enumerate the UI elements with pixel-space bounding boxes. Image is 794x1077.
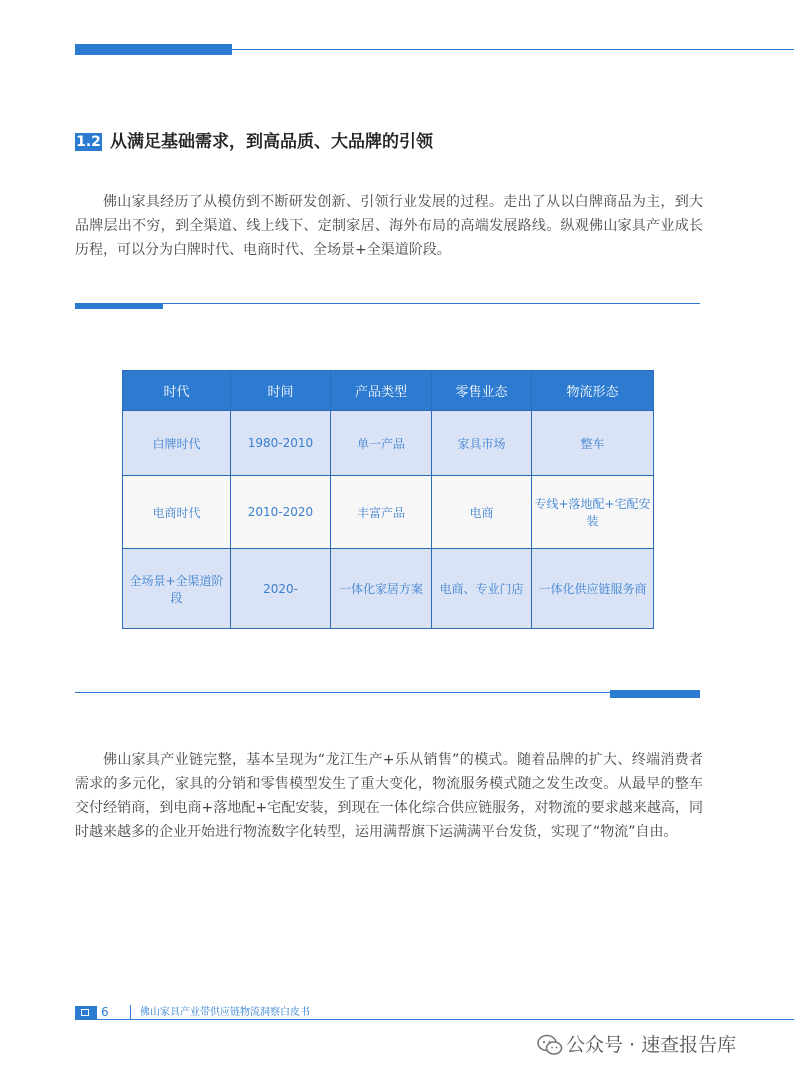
header-era: 时代 xyxy=(123,371,231,411)
table-bottom-rule-thin xyxy=(75,692,610,693)
table-bottom-rule-thick xyxy=(610,690,700,698)
header-time: 时间 xyxy=(231,371,331,411)
wechat-icon xyxy=(537,1034,563,1056)
table-cell: 电商、专业门店 xyxy=(432,549,532,629)
table-cell: 白牌时代 xyxy=(123,411,231,476)
table-cell: 全场景+全渠道阶段 xyxy=(123,549,231,629)
table-cell: 电商时代 xyxy=(123,476,231,549)
header-retail-format: 零售业态 xyxy=(432,371,532,411)
table-row xyxy=(123,549,654,629)
table-cell: 一体化供应链服务商 xyxy=(532,549,654,629)
table-cell: 整车 xyxy=(532,411,654,476)
header-rule-thin xyxy=(232,49,794,50)
table-cell: 丰富产品 xyxy=(331,476,432,549)
supply-chain-paragraph: 佛山家具产业链完整，基本呈现为“龙江生产+乐从销售”的模式。随着品牌的扩大、终端消费者需求的多元化，家具的分销和零售模型发生了重大变化，物流服务模式随之发生改变。从最早的整车交付经销商，到电商+落地配+宅配安装，到现在一体化综合供应链服务，对物流的要求越来越高，同时越来越多的企业开始进行物流数字化转型，运用满帮旗下运满满平台发货，实现了“物流”自由。 xyxy=(75,752,703,840)
table-cell: 1980-2010 xyxy=(231,411,331,476)
footer-divider xyxy=(130,1005,131,1020)
table-cell: 电商 xyxy=(432,476,532,549)
section-title: 从满足基础需求，到高品质、大品牌的引领 xyxy=(110,132,433,152)
table-cell: 一体化家居方案 xyxy=(331,549,432,629)
table-row xyxy=(123,411,654,476)
table-header-row xyxy=(123,371,654,411)
table-cell: 家具市场 xyxy=(432,411,532,476)
table-top-rule-thick xyxy=(75,303,163,309)
watermark-text: 公众号 · 速查报告库 xyxy=(566,1034,737,1056)
book-icon xyxy=(75,1006,97,1020)
table-cell: 单一产品 xyxy=(331,411,432,476)
era-table xyxy=(122,370,654,629)
footer-title: 佛山家具产业带供应链物流洞察白皮书 xyxy=(140,1007,310,1018)
table-cell: 2010-2020 xyxy=(231,476,331,549)
page-number: 6 xyxy=(101,1005,109,1019)
header-rule-thick xyxy=(75,44,232,55)
table-row xyxy=(123,476,654,549)
intro-paragraph: 佛山家具经历了从模仿到不断研发创新、引领行业发展的过程。走出了从以白牌商品为主，到大品牌层出不穷，到全渠道、线上线下、定制家居、海外布局的高端发展路线。纵观佛山家具产业成长历程，可以分为白牌时代、电商时代、全场景+全渠道阶段。 xyxy=(75,194,703,258)
table-top-rule-thin xyxy=(163,303,700,304)
table-cell: 2020- xyxy=(231,549,331,629)
section-number: 1.2 xyxy=(76,134,101,150)
header-product-type: 产品类型 xyxy=(331,371,432,411)
footer-rule xyxy=(75,1019,794,1020)
header-logistics-form: 物流形态 xyxy=(532,371,654,411)
table-cell: 专线+落地配+宅配安装 xyxy=(532,476,654,549)
